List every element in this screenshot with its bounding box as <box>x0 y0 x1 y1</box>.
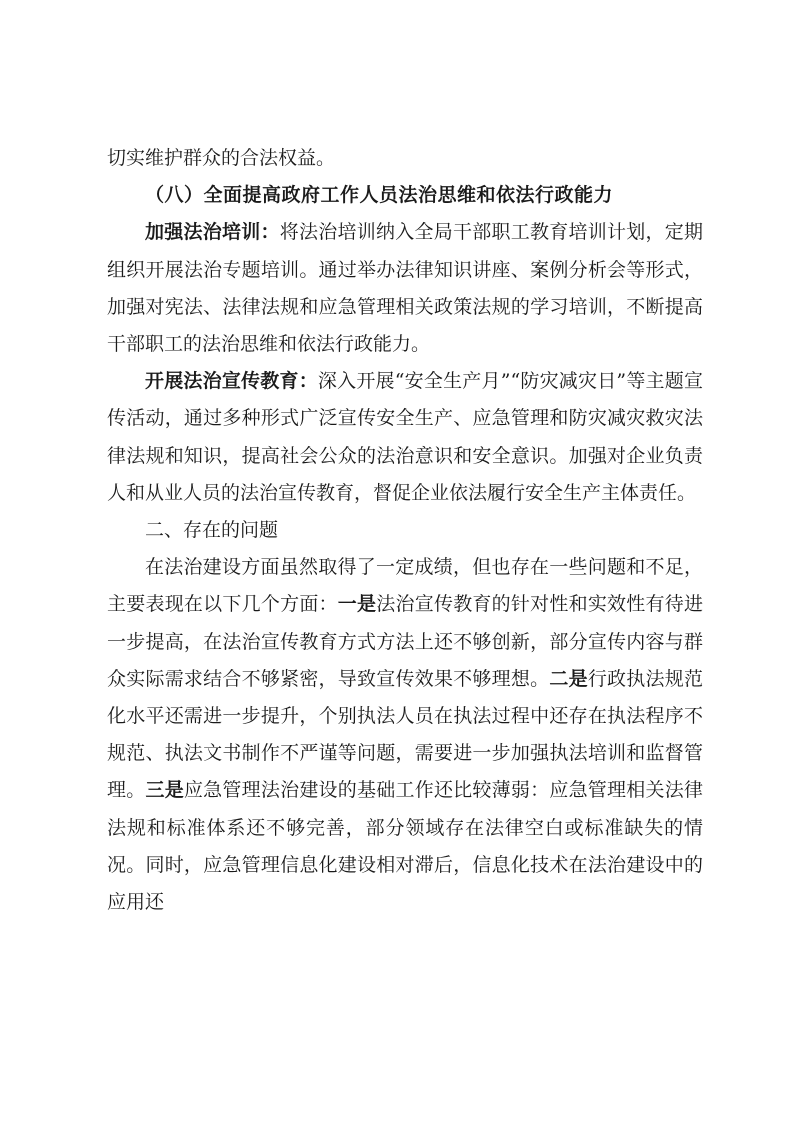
problem-text-1: 法治宣传教育的针对性和实效性有待进一步提高，在法治宣传教育方式方法上还不够创新，部分宣传内容与群众实际需求结合不够紧密，导致宣传效果不够理想。 <box>107 593 703 690</box>
paragraph-problems <box>107 549 703 921</box>
problem-text-3: 应急管理法治建设的基础工作还比较薄弱：应急管理相关法律法规和标准体系还不够完善，部分领域存在法律空白或标准缺失的情况。同时，应急管理信息化建设相对滞后，信息化技术在法治建设中的应用还 <box>107 779 703 914</box>
paragraph-publicity-lead: 开展法治宣传教育： <box>145 370 318 393</box>
paragraph-training-lead: 加强法治培训： <box>145 221 280 244</box>
problem-marker-3: 三是 <box>145 779 184 802</box>
paragraph-training-text: 将法治培训纳入全局干部职工教育培训计划，定期组织开展法治专题培训。通过举办法律知识讲座、案例分析会等形式，加强对宪法、法律法规和应急管理相关政策法规的学习培训，不断提高干部职工的法治思维和依法行政能力。 <box>107 221 703 356</box>
problem-marker-1: 一是 <box>337 593 377 616</box>
problem-marker-2: 二是 <box>549 667 588 690</box>
section-8-heading: （八）全面提高政府工作人员法治思维和依法行政能力 <box>145 184 614 207</box>
section-2-heading: 二、存在的问题 <box>145 519 279 542</box>
paragraph-publicity-text: 深入开展“安全生产月”“防灾减灾日”等主题宣传活动，通过多种形式广泛宣传安全生产、应急管理和防灾减灾救灾法律法规和知识，提高社会公众的法治意识和安全意识。加强对企业负责人和从业人员的法治宣传教育，督促企业依法履行安全生产主体责任。 <box>107 370 703 504</box>
paragraph-training <box>107 214 703 363</box>
problem-text-2: 行政执法规范化水平还需进一步提升，个别执法人员在执法过程中还存在执法程序不规范、执法文书制作不严谨等问题，需要进一步加强执法培训和监督管理。 <box>107 667 703 802</box>
document-body <box>107 140 703 921</box>
paragraph-publicity <box>107 363 703 512</box>
paragraph-problems-intro: 在法治建设方面虽然取得了一定成绩，但也存在一些问题和不足，主要表现在以下几个方面： <box>107 556 703 616</box>
continuation-line: 切实维护群众的合法权益。 <box>107 147 336 169</box>
